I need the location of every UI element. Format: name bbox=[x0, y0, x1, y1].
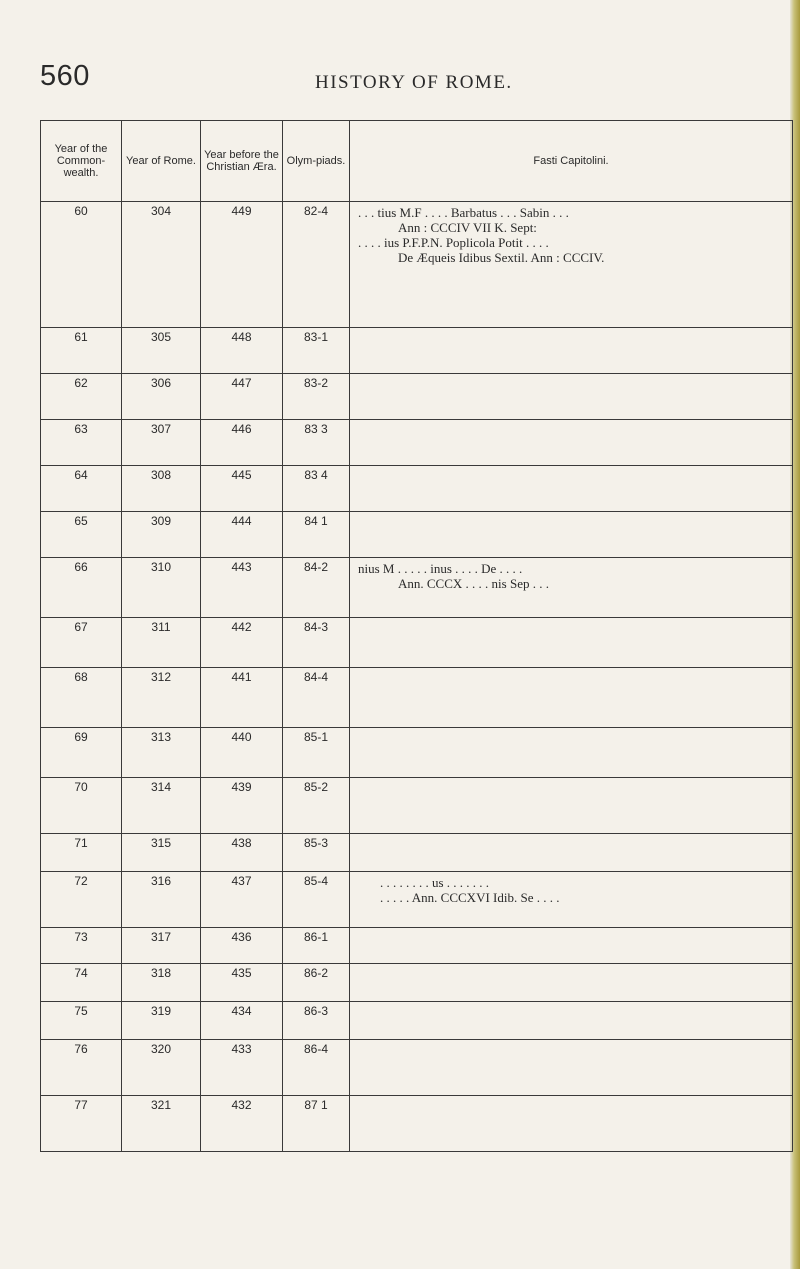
cell-fasti bbox=[350, 1002, 793, 1040]
table-row bbox=[41, 466, 793, 512]
cell-bc: 433 bbox=[201, 1040, 283, 1096]
fasti-line: De Æqueis Idibus Sextil. Ann : CCCIV. bbox=[398, 250, 605, 265]
cell-bc: 441 bbox=[201, 668, 283, 728]
cell-fasti bbox=[350, 618, 793, 668]
cell-bc: 440 bbox=[201, 728, 283, 778]
cell-olympiad: 85-4 bbox=[283, 872, 350, 928]
fasti-line: . . . . . Ann. CCCXVI Idib. Se . . . . bbox=[380, 890, 560, 905]
cell-rome: 306 bbox=[122, 374, 201, 420]
table-row bbox=[41, 668, 793, 728]
table-row bbox=[41, 872, 793, 928]
table-row bbox=[41, 728, 793, 778]
cell-commonwealth: 63 bbox=[41, 420, 122, 466]
cell-fasti bbox=[350, 512, 793, 558]
cell-rome: 309 bbox=[122, 512, 201, 558]
table-row bbox=[41, 420, 793, 466]
fasti-line: Ann : CCCIV VII K. Sept: bbox=[398, 220, 537, 235]
cell-olympiad: 85-2 bbox=[283, 778, 350, 834]
cell-fasti bbox=[350, 1096, 793, 1152]
table-row bbox=[41, 374, 793, 420]
cell-fasti bbox=[350, 964, 793, 1002]
cell-bc: 435 bbox=[201, 964, 283, 1002]
table-row bbox=[41, 328, 793, 374]
cell-olympiad: 86-1 bbox=[283, 928, 350, 964]
col-header-fasti: Fasti Capitolini. bbox=[350, 121, 793, 202]
cell-olympiad: 82-4 bbox=[283, 202, 350, 328]
cell-rome: 304 bbox=[122, 202, 201, 328]
cell-fasti bbox=[350, 466, 793, 512]
cell-commonwealth: 75 bbox=[41, 1002, 122, 1040]
cell-commonwealth: 76 bbox=[41, 1040, 122, 1096]
cell-commonwealth: 70 bbox=[41, 778, 122, 834]
fasti-line: nius M . . . . . inus . . . . De . . . . bbox=[358, 561, 523, 576]
cell-fasti bbox=[350, 928, 793, 964]
cell-olympiad: 86-3 bbox=[283, 1002, 350, 1040]
cell-bc: 437 bbox=[201, 872, 283, 928]
cell-rome: 320 bbox=[122, 1040, 201, 1096]
table-row bbox=[41, 928, 793, 964]
cell-commonwealth: 61 bbox=[41, 328, 122, 374]
table-row bbox=[41, 964, 793, 1002]
cell-rome: 305 bbox=[122, 328, 201, 374]
cell-olympiad: 83 4 bbox=[283, 466, 350, 512]
cell-fasti bbox=[350, 558, 793, 618]
cell-rome: 315 bbox=[122, 834, 201, 872]
cell-rome: 314 bbox=[122, 778, 201, 834]
cell-bc: 447 bbox=[201, 374, 283, 420]
cell-commonwealth: 77 bbox=[41, 1096, 122, 1152]
fasti-line: . . . . . . . . us . . . . . . . bbox=[380, 875, 490, 890]
cell-olympiad: 84 1 bbox=[283, 512, 350, 558]
cell-commonwealth: 73 bbox=[41, 928, 122, 964]
cell-bc: 442 bbox=[201, 618, 283, 668]
cell-olympiad: 85-3 bbox=[283, 834, 350, 872]
cell-fasti bbox=[350, 420, 793, 466]
cell-bc: 446 bbox=[201, 420, 283, 466]
cell-fasti bbox=[350, 328, 793, 374]
cell-bc: 445 bbox=[201, 466, 283, 512]
col-header-commonwealth: Year of the Common-wealth. bbox=[41, 121, 122, 202]
table-row bbox=[41, 1040, 793, 1096]
cell-rome: 321 bbox=[122, 1096, 201, 1152]
cell-rome: 317 bbox=[122, 928, 201, 964]
table-row bbox=[41, 778, 793, 834]
cell-fasti bbox=[350, 668, 793, 728]
page-number: 560 bbox=[40, 60, 90, 92]
fasti-table bbox=[40, 120, 793, 1152]
fasti-line: Ann. CCCX . . . . nis Sep . . . bbox=[398, 576, 549, 591]
col-header-rome: Year of Rome. bbox=[122, 121, 201, 202]
cell-bc: 432 bbox=[201, 1096, 283, 1152]
cell-bc: 448 bbox=[201, 328, 283, 374]
cell-commonwealth: 67 bbox=[41, 618, 122, 668]
cell-olympiad: 84-2 bbox=[283, 558, 350, 618]
cell-olympiad: 85-1 bbox=[283, 728, 350, 778]
cell-rome: 313 bbox=[122, 728, 201, 778]
table-row bbox=[41, 618, 793, 668]
cell-bc: 449 bbox=[201, 202, 283, 328]
cell-bc: 443 bbox=[201, 558, 283, 618]
cell-olympiad: 84-4 bbox=[283, 668, 350, 728]
table-row bbox=[41, 834, 793, 872]
cell-commonwealth: 60 bbox=[41, 202, 122, 328]
cell-fasti bbox=[350, 1040, 793, 1096]
cell-fasti bbox=[350, 374, 793, 420]
cell-rome: 311 bbox=[122, 618, 201, 668]
cell-rome: 316 bbox=[122, 872, 201, 928]
cell-olympiad: 86-4 bbox=[283, 1040, 350, 1096]
cell-olympiad: 84-3 bbox=[283, 618, 350, 668]
cell-fasti bbox=[350, 728, 793, 778]
cell-rome: 318 bbox=[122, 964, 201, 1002]
table-row bbox=[41, 1002, 793, 1040]
cell-olympiad: 83-1 bbox=[283, 328, 350, 374]
col-header-olympiads: Olym-piads. bbox=[283, 121, 350, 202]
table-row bbox=[41, 202, 793, 328]
col-header-christian-era: Year before the Christian Æra. bbox=[201, 121, 283, 202]
table-header-row bbox=[41, 121, 793, 202]
cell-bc: 444 bbox=[201, 512, 283, 558]
cell-commonwealth: 71 bbox=[41, 834, 122, 872]
cell-olympiad: 87 1 bbox=[283, 1096, 350, 1152]
table-row bbox=[41, 558, 793, 618]
cell-commonwealth: 74 bbox=[41, 964, 122, 1002]
cell-rome: 310 bbox=[122, 558, 201, 618]
cell-fasti bbox=[350, 778, 793, 834]
cell-bc: 434 bbox=[201, 1002, 283, 1040]
cell-bc: 436 bbox=[201, 928, 283, 964]
cell-commonwealth: 69 bbox=[41, 728, 122, 778]
cell-commonwealth: 66 bbox=[41, 558, 122, 618]
cell-commonwealth: 64 bbox=[41, 466, 122, 512]
cell-rome: 307 bbox=[122, 420, 201, 466]
table-row bbox=[41, 1096, 793, 1152]
cell-bc: 439 bbox=[201, 778, 283, 834]
cell-olympiad: 83-2 bbox=[283, 374, 350, 420]
fasti-line: . . . tius M.F . . . . Barbatus . . . Sabin . . . bbox=[358, 205, 569, 220]
cell-olympiad: 86-2 bbox=[283, 964, 350, 1002]
cell-commonwealth: 62 bbox=[41, 374, 122, 420]
cell-fasti bbox=[350, 202, 793, 328]
cell-fasti bbox=[350, 872, 793, 928]
cell-fasti bbox=[350, 834, 793, 872]
fasti-line: . . . . ius P.F.P.N. Poplicola Potit . . . . bbox=[358, 235, 549, 250]
cell-commonwealth: 72 bbox=[41, 872, 122, 928]
cell-rome: 312 bbox=[122, 668, 201, 728]
cell-bc: 438 bbox=[201, 834, 283, 872]
running-title: HISTORY OF ROME. bbox=[315, 72, 513, 93]
cell-rome: 308 bbox=[122, 466, 201, 512]
table-row bbox=[41, 512, 793, 558]
cell-olympiad: 83 3 bbox=[283, 420, 350, 466]
cell-commonwealth: 65 bbox=[41, 512, 122, 558]
cell-rome: 319 bbox=[122, 1002, 201, 1040]
cell-commonwealth: 68 bbox=[41, 668, 122, 728]
